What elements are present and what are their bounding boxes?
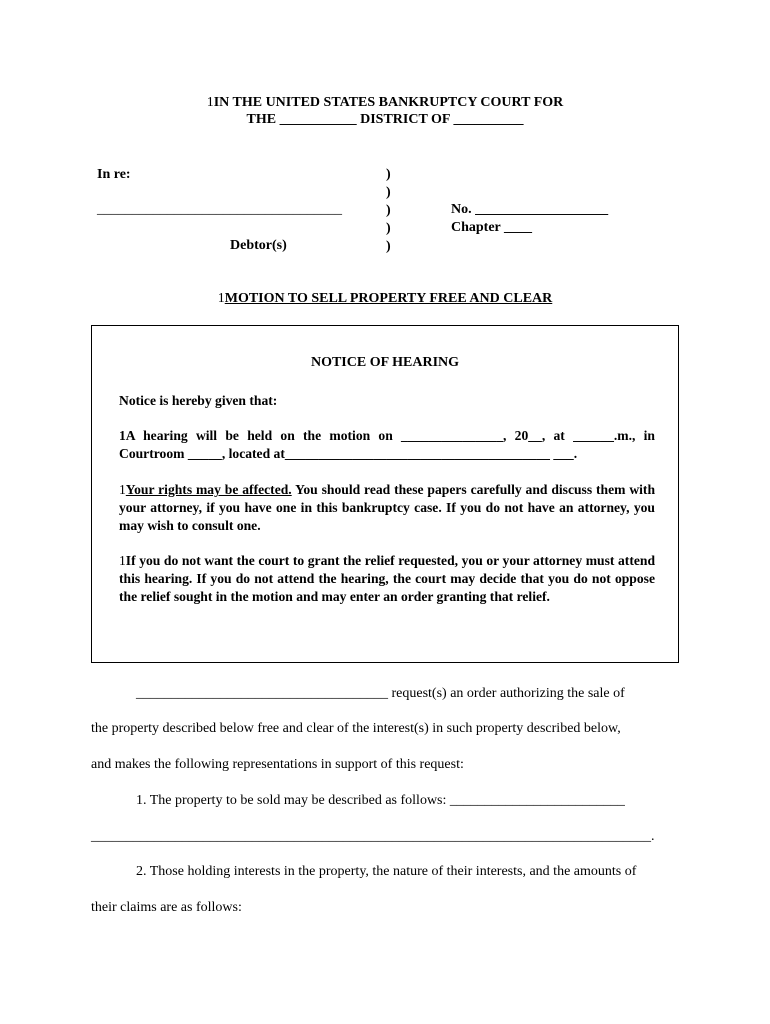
item-2-interests: 2. Those holding interests in the property, the nature of their interests, and the amounts of: [136, 864, 637, 879]
notice-paragraph-hearing: [119, 427, 655, 463]
item-1-continuation: ________________________________________________________________________________.: [91, 829, 655, 844]
debtor-name-blank: ___________________________________: [97, 202, 342, 217]
footnote-marker: 1: [206, 95, 214, 110]
attend-text: If you do not want the court to grant the relief requested, you or your attorney must attend this hearing. If you do not attend the hearing, the court may decide that you do not oppose the relief sought in the motion and may enter an order granting that relief.: [119, 553, 655, 604]
notice-paragraph-attend: [119, 552, 655, 606]
caption-paren: ): [386, 203, 391, 218]
chapter-number: Chapter ____: [451, 220, 533, 235]
caption-paren: ): [386, 167, 391, 182]
footnote-marker: 1: [119, 482, 126, 497]
caption-paren: ): [386, 239, 391, 254]
court-heading-line2: THE ___________ DISTRICT OF __________: [246, 112, 524, 127]
court-heading-line1: [0, 95, 770, 111]
rights-text: You should read these papers carefully and discuss them with your attorney, if you have one in this bankruptcy case. If you do not have an attorney, you may wish to consult one.: [119, 482, 656, 533]
body-line-property: the property described below free and clear of the interest(s) in such property described below,: [91, 721, 621, 736]
motion-title: [0, 291, 770, 307]
in-re-label: In re:: [97, 167, 131, 182]
debtor-label: Debtor(s): [230, 238, 287, 253]
rights-heading: Your rights may be affected.: [125, 482, 292, 497]
motion-title-text: MOTION TO SELL PROPERTY FREE AND CLEAR: [224, 291, 553, 306]
notice-of-hearing-box: [91, 325, 679, 663]
caption-paren: ): [386, 221, 391, 236]
court-heading-text: IN THE UNITED STATES BANKRUPTCY COURT FOR: [213, 95, 564, 110]
notice-title: NOTICE OF HEARING: [310, 355, 460, 370]
item-1-property: 1. The property to be sold may be described as follows: _________________________: [136, 793, 625, 808]
body-line-representations: and makes the following representations in support of this request:: [91, 757, 464, 772]
body-line-request: ____________________________________ request(s) an order authorizing the sale of: [136, 686, 625, 701]
item-2-continuation: their claims are as follows:: [91, 900, 242, 915]
notice-paragraph-rights: [119, 481, 655, 535]
case-number: No. ___________________: [451, 202, 609, 217]
hearing-text: A hearing will be held on the motion on _______________, 20__, at ______.m., in Courtroom _____, located at_______________________________________ ___.: [119, 428, 655, 461]
footnote-marker: 1: [119, 553, 126, 568]
footnote-marker: 1: [217, 291, 225, 306]
caption-paren: ): [386, 185, 391, 200]
notice-intro: Notice is hereby given that:: [119, 393, 278, 408]
footnote-marker: 1: [119, 428, 126, 443]
